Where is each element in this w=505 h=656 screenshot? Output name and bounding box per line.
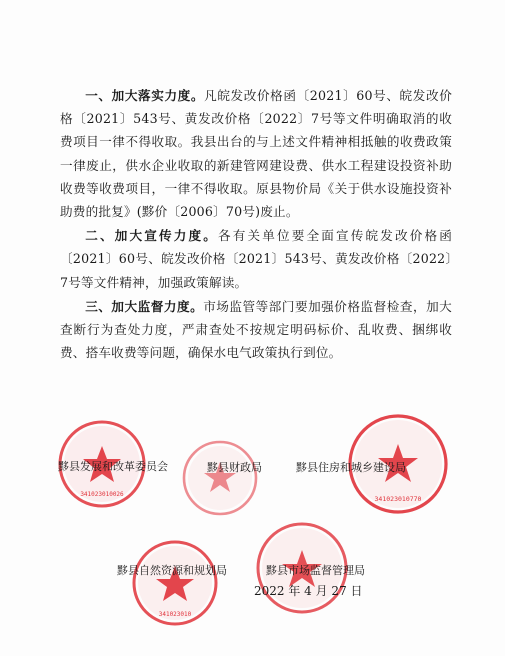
svg-text:341023010770: 341023010770 (374, 495, 422, 503)
signatory-czj: 黟县财政局 (207, 461, 262, 474)
seal-zrzy-icon (130, 538, 220, 628)
svg-text:341023010026: 341023010026 (80, 491, 124, 498)
signatory-scjg: 黟县市场监督管理局 (266, 564, 365, 577)
paragraph-3 (60, 295, 452, 365)
signatory-fgw: 黟县发展和改革委员会 (58, 460, 168, 473)
document-body (60, 84, 452, 365)
seal-czj-icon (180, 438, 260, 518)
document-date: 2022 年 4 月 27 日 (254, 584, 363, 598)
paragraph-1-body: 凡皖发改价格函〔2021〕60号、皖发改价格〔2021〕543号、黄发改价格〔2022〕7号等文件明确取消的收费项目一律不得收取。我县出台的与上述文件精神相抵触的收费政策一律废止，供水企业收取的新建管网建设费、供水工程建设投资补助收费等收费项目，一律不得收取。原县物价局《关于供水设施投资补助费的批复》(黟价〔2006〕70号)废止。 (60, 88, 452, 220)
paragraph-3-heading: 三、加大监督力度。 (85, 298, 204, 314)
signatory-zrzy: 黟县自然资源和规划局 (117, 564, 227, 577)
paragraph-1-heading: 一、加大落实力度。 (85, 88, 205, 103)
paragraph-2-heading: 二、加大宣传力度。 (85, 228, 218, 244)
paragraph-2-body: 各有关单位要全面宣传皖发改价格函〔2021〕60号、皖发改价格〔2021〕543号、黄发改价格〔2022〕7号等文件精神，加强政策解读。 (60, 228, 452, 290)
svg-text:341023010: 341023010 (158, 611, 192, 618)
paragraph-1 (60, 84, 452, 223)
paragraph-2 (60, 224, 452, 294)
signatory-zjj: 黟县住房和城乡建设局 (296, 461, 406, 474)
paragraph-3-body: 市场监管等部门要加强价格监督检查，加大查断行为查处力度，严肃查处不按规定明码标价、乱收费、捆绑收费、搭车收费等问题，确保水电气政策执行到位。 (60, 298, 452, 361)
